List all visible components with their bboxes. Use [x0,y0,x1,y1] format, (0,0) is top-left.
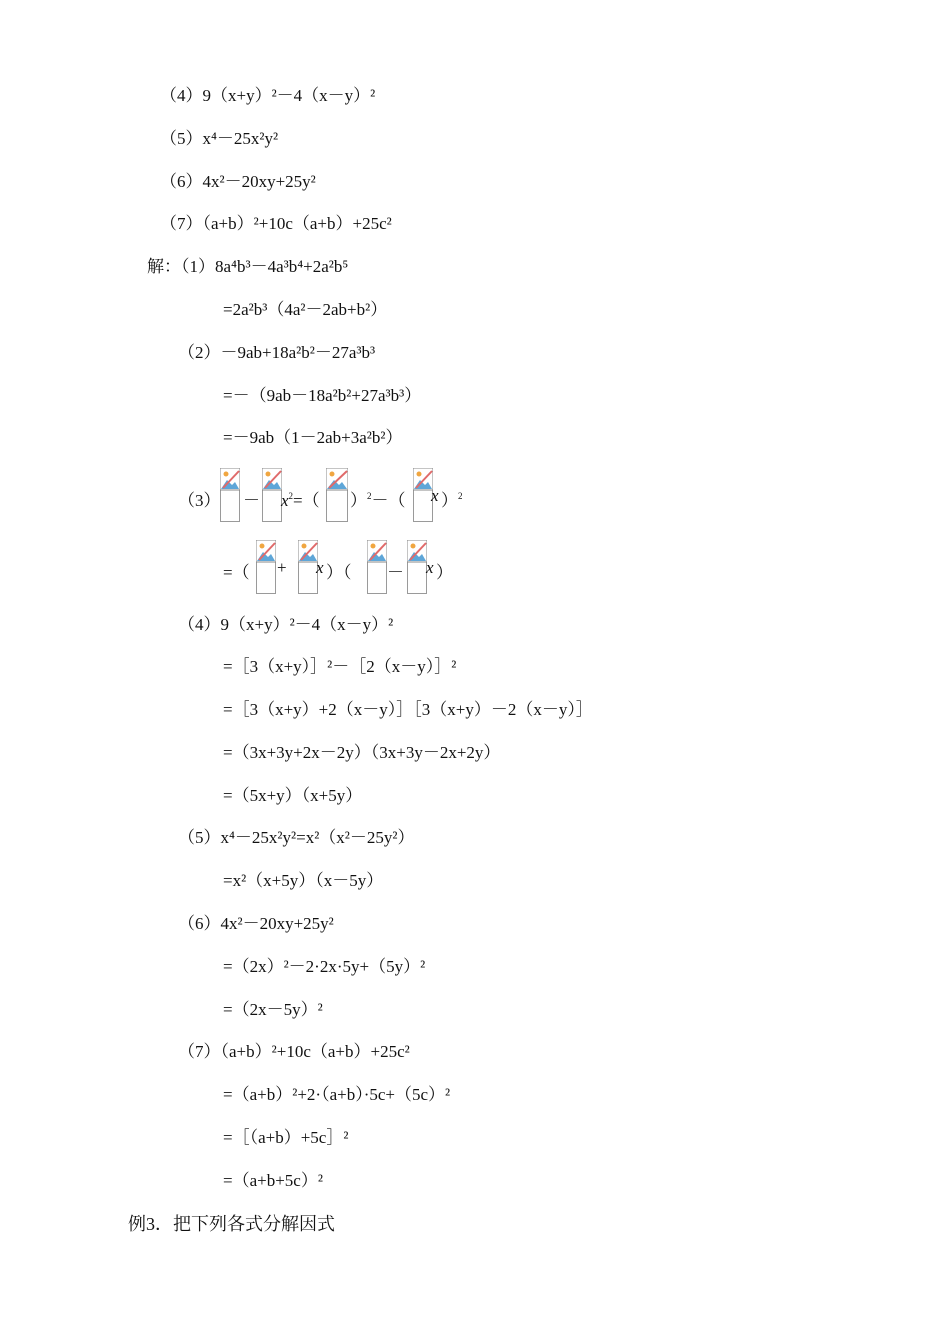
solution-3-minus: － [243,491,260,510]
broken-image-icon [220,468,240,522]
solution-5-question: （5）x⁴－25x²y²=x²（x²－25y²） [178,828,415,847]
broken-image-icon [326,468,346,522]
solution-7-step-1: =（a+b）²+2·（a+b）·5c+（5c）² [223,1085,451,1104]
broken-image-icon [413,468,433,522]
broken-image-icon [256,540,276,594]
solution-2-step-2: =－9ab（1－2ab+3a²b²） [223,428,403,447]
solution-3-label: （3） [178,491,221,510]
solution-7-step-2: =［（a+b）+5c］² [223,1128,349,1147]
solution-2-question: （2）－9ab+18a²b²－27a³b³ [178,343,376,362]
solution-3b-x2: x [426,558,434,577]
solution-2-step-1: =－（9ab－18a²b²+27a³b³） [223,386,422,405]
problem-4: （4）9（x+y）²－4（x－y）² [160,86,376,105]
solution-3b-minus: － [387,563,404,582]
example-3-heading: 例3．把下列各式分解因式 [128,1214,335,1234]
broken-image-icon [367,540,387,594]
solution-4-step-2: =［3（x+y）+2（x－y）］［3（x+y）－2（x－y）］ [223,700,593,719]
solution-5-step-1: =x²（x+5y）（x－5y） [223,871,384,890]
solution-3-close-1: ）$^2$－（ [350,491,406,510]
solution-4-step-4: =（5x+y）（x+5y） [223,786,363,805]
solution-6-question: （6）4x²－20xy+25y² [178,914,334,933]
solution-7-question: （7）（a+b）²+10c（a+b）+25c² [178,1042,410,1061]
solution-1-step-1: =2a²b³（4a²－2ab+b²） [223,300,388,319]
solution-3b-end: ） [436,563,453,582]
solution-intro: 解：（1）8a⁴b³－4a³b⁴+2a²b⁵ [147,257,349,276]
solution-3b-eq: =（ [223,563,250,582]
solution-6-step-2: =（2x－5y）² [223,1000,323,1019]
solution-3b-close: ）（ [326,563,352,582]
broken-image-icon [407,540,427,594]
broken-image-icon [262,468,282,522]
broken-image-icon [298,540,318,594]
solution-7-step-3: =（a+b+5c）² [223,1171,323,1190]
problem-7: （7）（a+b）²+10c（a+b）+25c² [160,214,392,233]
problem-5: （5）x⁴－25x²y² [160,129,279,148]
solution-4-question: （4）9（x+y）²－4（x－y）² [178,615,394,634]
solution-4-step-1: =［3（x+y）］²－［2（x－y）］² [223,657,457,676]
solution-3-x2eq: $x^2=$（ [281,491,320,510]
solution-4-step-3: =（3x+3y+2x－2y）（3x+3y－2x+2y） [223,743,501,762]
solution-3b-plus: + [277,558,287,577]
solution-3b-x: x [316,558,324,577]
solution-3-x: x [431,486,439,505]
solution-6-step-1: =（2x）²－2·2x·5y+（5y）² [223,957,426,976]
problem-6: （6）4x²－20xy+25y² [160,172,316,191]
solution-3-close-2: ）$^2$ [441,491,463,510]
